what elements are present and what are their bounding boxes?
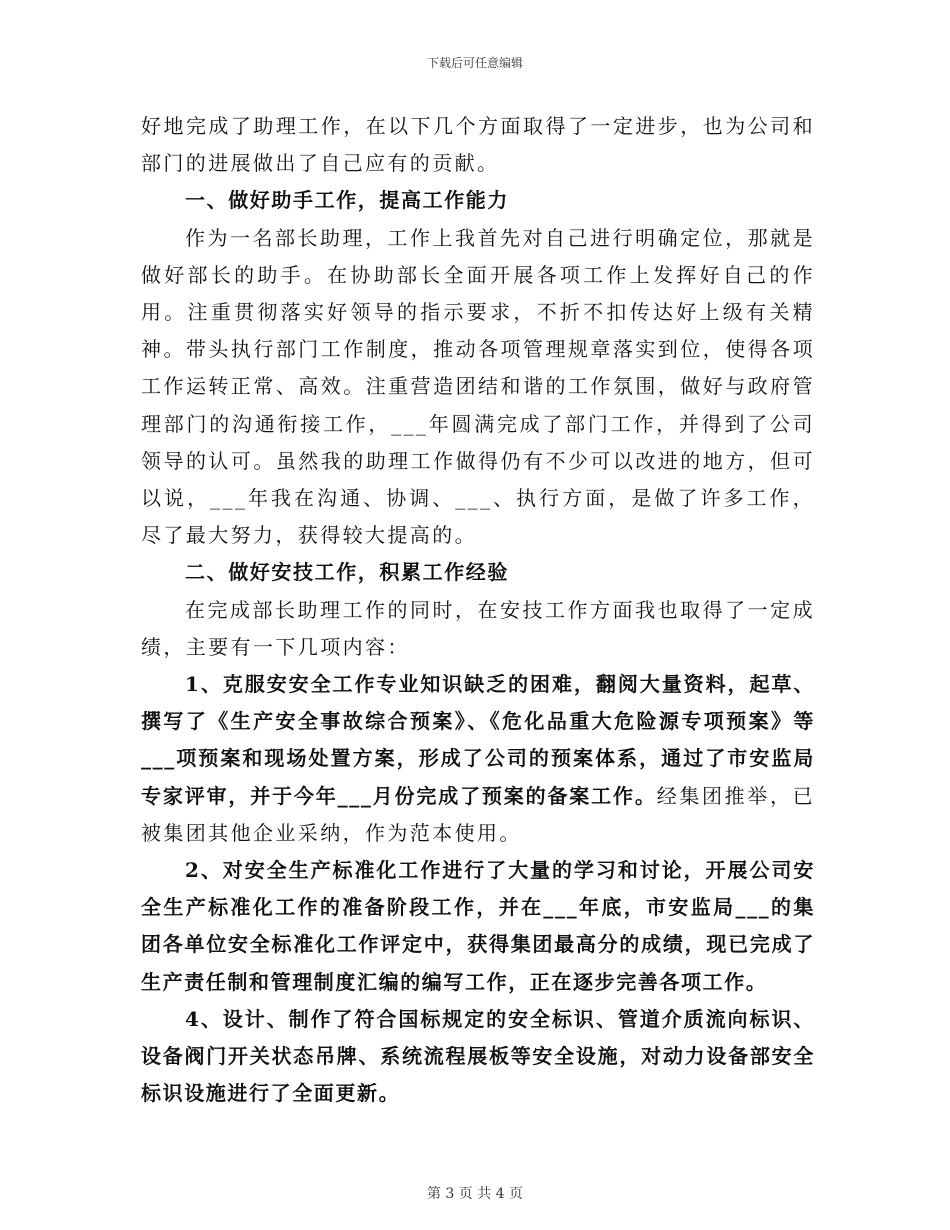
page-header: 下载后可任意编辑 [426, 56, 523, 70]
paragraph-2: 在完成部长助理工作的同时，在安技工作方面我也取得了一定成绩，主要有一下几项内容： [141, 597, 815, 659]
list-item-1-bold-text: 1、克服安安全工作专业知识缺乏的困难，翻阅大量资料，起草、撰写了《生产安全事故综合预案》、《危化品重大危险源专项预案》等___项预案和现场处置方案，形成了公司的预案体系，通过了市安监局专家评审，并于今年___月份完成了预案的备案工作。 [141, 672, 815, 808]
list-item-4: 4、设计、制作了符合国标规定的安全标识、管道介质流向标识、设备阀门开关状态吊牌、系统流程展板等安全设施，对动力设备部安全标识设施进行了全面更新。 [141, 1006, 815, 1106]
paragraph-intro: 好地完成了助理工作，在以下几个方面取得了一定进步，也为公司和部门的进展做出了自己应有的贡献。 [141, 114, 815, 176]
section-heading-1: 一、做好助手工作，提高工作能力 [185, 188, 509, 213]
list-item-2: 2、对安全生产标准化工作进行了大量的学习和讨论，开展公司安全生产标准化工作的准备阶段工作，并在___年底，市安监局___的集团各单位安全标准化工作评定中，获得集团最高分的成绩，现已完成了生产责任制和管理制度汇编的编写工作，正在逐步完善各项工作。 [141, 858, 815, 994]
page-footer: 第 3 页 共 4 页 [426, 1186, 524, 1202]
paragraph-1: 作为一名部长助理，工作上我首先对自己进行明确定位，那就是做好部长的助手。在协助部长全面开展各项工作上发挥好自己的作用。注重贯彻落实好领导的指示要求，不折不扣传达好上级有关精神。带头执行部门工作制度，推动各项管理规章落实到位，使得各项工作运转正常、高效。注重营造团结和谐的工作氛围，做好与政府管理部门的沟通衔接工作，___年圆满完成了部门工作，并得到了公司领导的认可。虽然我的助理工作做得仍有不少可以改进的地方，但可以说，___年我在沟通、协调、___、执行方面，是做了许多工作，尽了最大努力，获得较大提高的。 [141, 225, 815, 548]
list-item-1 [141, 666, 815, 852]
document-body [141, 108, 815, 1112]
list-item-1-tail-text: 经集团推举，已被集团其他企业采纳，作为范本使用。 [141, 783, 815, 845]
section-heading-2: 二、做好安技工作，积累工作经验 [185, 560, 509, 585]
